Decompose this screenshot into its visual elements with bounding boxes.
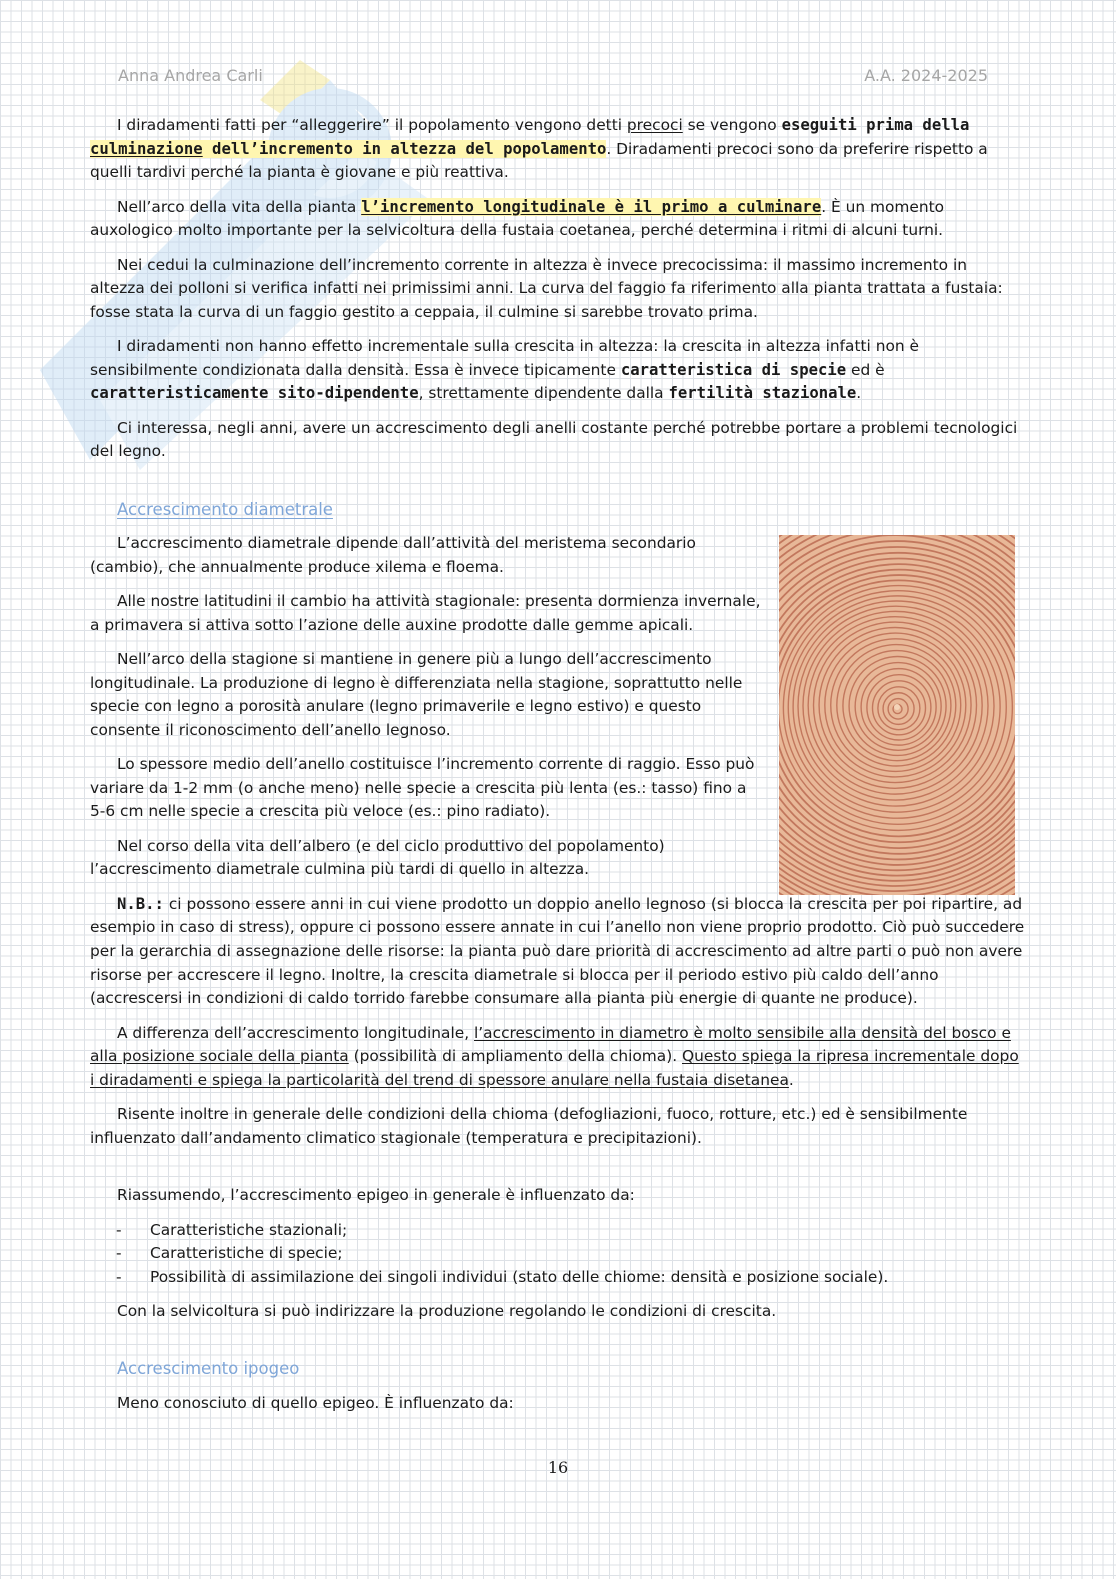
paragraph-anelli-costanti: Ci interessa, negli anni, avere un accrescimento degli anelli costante perché potrebbe portare a problemi tecnologici del legno. bbox=[90, 418, 1018, 461]
paragraph-anello-legnoso: Nell’arco della stagione si mantiene in genere più a lungo dell’accrescimento longitudinale. La produzione di legno è differenziata nella stagione, soprattutto nelle specie con legno a porosità anulare (legno primaverile e legno estivo) e questo consente il riconoscimento dell’anello legnoso. bbox=[90, 650, 743, 739]
paragraph-riassumendo: Riassumendo, l’accrescimento epigeo in generale è influenzato da: bbox=[117, 1186, 635, 1205]
paragraph-selvicoltura: Con la selvicoltura si può indirizzare la produzione regolando le condizioni di crescita. bbox=[117, 1302, 777, 1321]
paragraph-meno-conosciuto: Meno conosciuto di quello epigeo. È influenzato da: bbox=[117, 1393, 514, 1412]
paragraph-nota-bene: N.B.: ci possono essere anni in cui viene prodotto un doppio anello legnoso (si blocca la crescita per poi ripartire, ad esempio in caso di stress), oppure ci possono essere annate in cui l’anello non viene proprio prodotto. Ciò può succedere per la gerarchia di assegnazione delle risorse: la pianta può dare priorità di accrescimento ad altre parti o può non avere risorse per accrescere il legno. Inoltre, la crescita diametrale si blocca per il periodo estivo più caldo dell’anno (accrescersi in condizioni di caldo torrido farebbe consumare alla pianta più energie di quante ne produce). bbox=[90, 894, 1025, 1008]
author-name: Anna Andrea Carli bbox=[118, 66, 263, 85]
list-item: - Caratteristiche di specie; bbox=[116, 1244, 343, 1263]
paragraph-densita-bosco: A differenza dell’accrescimento longitudinale, l’accrescimento in diametro è molto sensibile alla densità del bosco e alla posizione sociale della pianta (possibilità di ampliamento della chioma). Questo spiega la ripresa incrementale dopo i diradamenti e spiega la particolarità del trend di spessore anulare nella fustaia disetanea. bbox=[90, 1023, 1019, 1089]
paragraph-incremento-longitudinale: Nell’arco della vita della pianta l’incremento longitudinale è il primo a culminare. È un momento auxologico molto importante per la selvicoltura della fustaia coetanea, perché determina i ritmi di alcuni turni. bbox=[90, 197, 945, 240]
heading-accrescimento-ipogeo: Accrescimento ipogeo bbox=[117, 1359, 300, 1379]
page-content bbox=[90, 114, 1025, 1426]
paragraph-diradamenti-effetto: I diradamenti non hanno effetto incrementale sulla crescita in altezza: la crescita in altezza infatti non è sensibilmente condizionata dalla densità. Essa è invece tipicamente caratteristica di specie ed è caratteristicamente sito-dipendente, strettamente dipendente dalla fertilità stazionale. bbox=[90, 337, 919, 403]
paragraph-culmina-tardi: Nel corso della vita dell’albero (e del ciclo produttivo del popolamento) l’accrescimento diametrale culmina più tardi di quello in altezza. bbox=[90, 836, 665, 879]
influence-list bbox=[90, 1219, 1025, 1290]
list-item: - Caratteristiche stazionali; bbox=[116, 1220, 348, 1239]
paragraph-cambio-stagionale: Alle nostre latitudini il cambio ha attività stagionale: presenta dormienza invernale, a primavera si attiva sotto l’azione delle auxine prodotte dalle gemme apicali. bbox=[90, 592, 761, 634]
paragraph-meristema: L’accrescimento diametrale dipende dall’attività del meristema secondario (cambio), che annualmente produce xilema e floema. bbox=[90, 534, 696, 576]
nb-label: N.B.: bbox=[117, 894, 164, 913]
paragraph-spessore-anello: Lo spessore medio dell’anello costituisce l’incremento corrente di raggio. Esso può variare da 1-2 mm (o anche meno) nelle specie a crescita più lenta (es.: tasso) fino a 5-6 cm nelle specie a crescita più veloce (es.: pino radiato). bbox=[90, 755, 755, 821]
list-item: - Possibilità di assimilazione dei singoli individui (stato delle chiome: densità e posizione sociale). bbox=[116, 1267, 889, 1286]
page-number: 16 bbox=[547, 1458, 569, 1477]
heading-accrescimento-diametrale: Accrescimento diametrale bbox=[117, 499, 333, 519]
paragraph-condizioni-chioma: Risente inoltre in generale delle condizioni della chioma (defogliazioni, fuoco, rotture, etc.) ed è sensibilmente influenzato dall’andamento climatico stagionale (temperatura e precipitazioni). bbox=[90, 1105, 968, 1147]
term-precoci: precoci bbox=[626, 116, 683, 134]
paragraph-diradamenti-precoci: I diradamenti fatti per “alleggerire” il popolamento vengono detti precoci se vengono eseguiti prima della culminazione dell’incremento in altezza del popolamento. Diradamenti precoci sono da preferire rispetto a quelli tardivi perché la pianta è giovane e più reattiva. bbox=[90, 116, 988, 182]
term-incremento-longitudinale: l’incremento longitudinale è il primo a culminare bbox=[361, 197, 822, 216]
paragraph-cedui: Nei cedui la culminazione dell’incremento corrente in altezza è invece precocissima: il massimo incremento in altezza dei polloni si verifica infatti nei primissimi anni. La curva del faggio fa riferimento alla pianta trattata a fustaia: fosse stata la curva di un faggio gestito a ceppaia, il culmine si sarebbe trovato prima. bbox=[90, 255, 1003, 321]
page-header bbox=[118, 66, 988, 90]
term-culminazione: culminazione bbox=[90, 139, 203, 158]
academic-year: A.A. 2024-2025 bbox=[864, 66, 988, 85]
